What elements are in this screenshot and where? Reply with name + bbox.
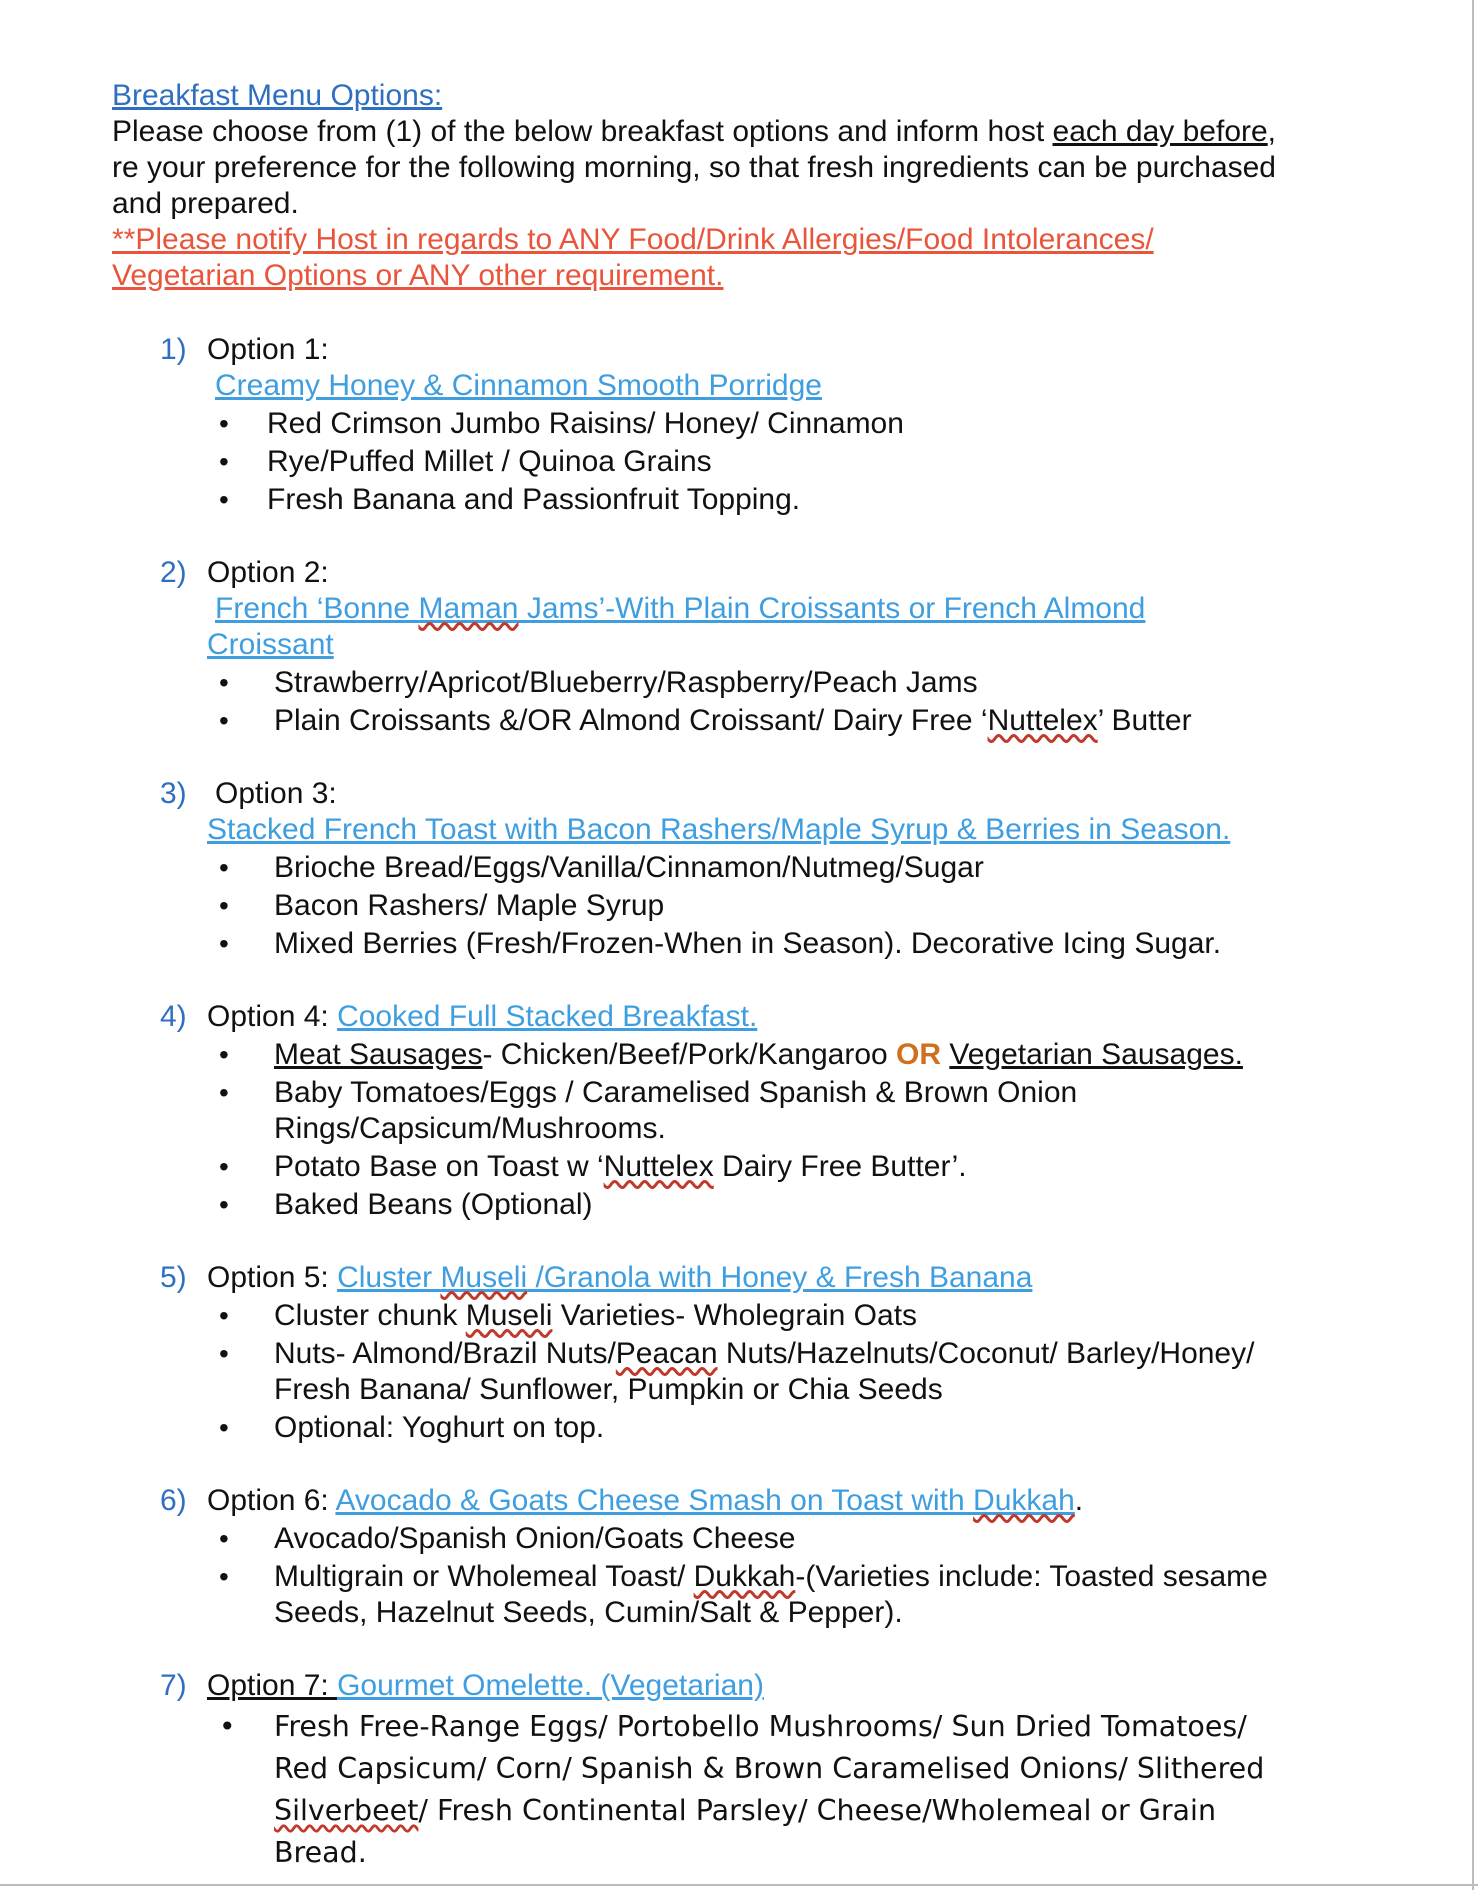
option-heading (207, 1483, 1292, 1519)
dish-text: French ‘Bonne (215, 592, 419, 625)
dish-text: /Granola with Honey & Fresh Banana (527, 1261, 1033, 1294)
spellcheck-word: Museli (465, 1299, 553, 1332)
page-edge-right (1472, 0, 1474, 1890)
option-6 (112, 1483, 1292, 1631)
dish-text: Jams’-With Plain Croissants or French Almond (518, 592, 1146, 625)
dish-title (337, 1261, 1032, 1294)
spellcheck-word: Dukkah (693, 1560, 796, 1593)
intro (112, 114, 1292, 294)
option-number: 6) (160, 1484, 187, 1517)
ingredient-list (207, 1037, 1292, 1223)
option-number: 2) (160, 556, 187, 589)
option-number: 4) (160, 1000, 187, 1033)
option-heading (207, 1668, 1292, 1704)
list-item: • Fresh Banana and Passionfruit Topping. (207, 482, 1292, 518)
option-label: Option 1: (207, 333, 329, 366)
item-text: Plain Croissants &/OR Almond Croissant/ Dairy Free ‘ (274, 704, 988, 737)
item-text: Nuts- Almond/Brazil Nuts/ (274, 1337, 616, 1370)
item-text: -(Varieties include: Toasted sesame Seeds, Hazelnut Seeds, Cumin/Salt & Pepper). (274, 1560, 1268, 1629)
spellcheck-word: Silverbeet (274, 1794, 419, 1827)
item-text: Nuts/Hazelnuts/Coconut/ Barley/Honey/ Fresh Banana/ Sunflower, Pumpkin or Chia Seeds (274, 1337, 1255, 1406)
option-4 (112, 999, 1292, 1223)
page-edge-bottom (0, 1884, 1478, 1886)
option-1 (112, 332, 1292, 518)
intro-underlined: each day before (1052, 115, 1268, 148)
spellcheck-word: Maman (418, 592, 519, 625)
item-text: Varieties- Wholegrain Oats (552, 1299, 918, 1332)
dish-text: Avocado & Goats Cheese Smash on Toast with (335, 1484, 974, 1517)
ingredient-list (207, 665, 1292, 739)
option-2 (112, 555, 1292, 739)
list-item: • Baby Tomatoes/Eggs / Caramelised Spanish & Brown Onion Rings/Capsicum/Mushrooms. (207, 1075, 1292, 1147)
option-heading (207, 1260, 1292, 1296)
list-item (207, 1559, 1292, 1631)
option-3 (112, 776, 1292, 962)
item-text: Dairy Free Butter’. (713, 1150, 967, 1183)
ingredient-list (207, 850, 1292, 962)
item-underlined: Meat Sausages (274, 1038, 483, 1071)
dish-title (335, 1484, 1074, 1517)
list-item (207, 1037, 1292, 1073)
option-label: Option 4: (207, 1000, 338, 1033)
option-number: 3) (160, 777, 187, 810)
ingredient-list (207, 1298, 1292, 1446)
option-7 (112, 1668, 1292, 1874)
dish-end-punct: . (1074, 1484, 1084, 1517)
dish-title: Cooked Full Stacked Breakfast. (337, 1000, 758, 1033)
list-item: • Red Crimson Jumbo Raisins/ Honey/ Cinnamon (207, 406, 1292, 442)
dish-title-continued: Croissant (207, 628, 334, 661)
dish-title: Stacked French Toast with Bacon Rashers/Maple Syrup & Berries in Season. (207, 813, 1231, 846)
intro-text: Please choose from (1) of the below breakfast options and inform host (112, 115, 1053, 148)
item-text: Fresh Free-Range Eggs/ Portobello Mushrooms/ Sun Dried Tomatoes/ Red Capsicum/ Corn/ Spanish & Brown Caramelised Onions/ Slithered (274, 1710, 1265, 1785)
option-number: 1) (160, 333, 187, 366)
dish-text: Cluster (337, 1261, 441, 1294)
item-text: Multigrain or Wholemeal Toast/ (274, 1560, 694, 1593)
ingredient-list (207, 406, 1292, 518)
spellcheck-word: Nuttelex (987, 704, 1098, 737)
option-label: Option 6: (207, 1484, 336, 1517)
spellcheck-word: Museli (440, 1261, 528, 1294)
list-item (207, 1149, 1292, 1185)
list-item (207, 703, 1292, 739)
option-label: Option 2: (207, 556, 329, 589)
item-text: Cluster chunk (274, 1299, 466, 1332)
dish-title: Gourmet Omelette. (Vegetarian) (337, 1669, 764, 1702)
document-body (112, 78, 1292, 1876)
list-item: • Bacon Rashers/ Maple Syrup (207, 888, 1292, 924)
option-label: Option 5: (207, 1261, 338, 1294)
item-text: - Chicken/Beef/Pork/Kangaroo (482, 1038, 897, 1071)
dish-title: Creamy Honey & Cinnamon Smooth Porridge (215, 369, 822, 402)
intro-text-end: , re your preference for the following morning, so that fresh ingredients can be purchased and prepared. (112, 115, 1277, 220)
option-number: 7) (160, 1669, 187, 1702)
spellcheck-word: Peacan (615, 1337, 718, 1370)
list-item: • Optional: Yoghurt on top. (207, 1410, 1292, 1446)
list-item: • Rye/Puffed Millet / Quinoa Grains (207, 444, 1292, 480)
ingredient-list (207, 1521, 1292, 1631)
list-item: • Brioche Bread/Eggs/Vanilla/Cinnamon/Nutmeg/Sugar (207, 850, 1292, 886)
option-heading (207, 999, 1292, 1035)
option-5 (112, 1260, 1292, 1446)
ingredient-list (207, 1706, 1292, 1874)
item-text: Potato Base on Toast w ‘ (274, 1150, 604, 1183)
list-item (207, 1336, 1292, 1408)
spellcheck-word: Dukkah (973, 1484, 1075, 1517)
allergy-note: **Please notify Host in regards to ANY Food/Drink Allergies/Food Intolerances/ Vegetarian Options or ANY other requirement. (112, 223, 1154, 292)
dish-title (215, 591, 1292, 627)
list-item: • Mixed Berries (Fresh/Frozen-When in Season). Decorative Icing Sugar. (207, 926, 1292, 962)
list-item: • Strawberry/Apricot/Blueberry/Raspberry/Peach Jams (207, 665, 1292, 701)
option-number: 5) (160, 1261, 187, 1294)
list-item: • Baked Beans (Optional) (207, 1187, 1292, 1223)
options-list (112, 332, 1292, 1874)
or-emphasis: OR (896, 1038, 942, 1071)
item-text: / Fresh Continental Parsley/ Cheese/Wholemeal or Grain Bread. (274, 1794, 1217, 1869)
list-item (207, 1298, 1292, 1334)
intro-paragraph (112, 114, 1292, 222)
list-item (207, 1706, 1292, 1874)
item-underlined: Vegetarian Sausages. (949, 1038, 1243, 1071)
option-label: Option 7: (207, 1669, 338, 1702)
option-label: Option 3: (215, 777, 337, 810)
list-item: • Avocado/Spanish Onion/Goats Cheese (207, 1521, 1292, 1557)
item-text: ’ Butter (1097, 704, 1192, 737)
spellcheck-word: Nuttelex (603, 1150, 714, 1183)
page-title: Breakfast Menu Options: (112, 79, 443, 112)
